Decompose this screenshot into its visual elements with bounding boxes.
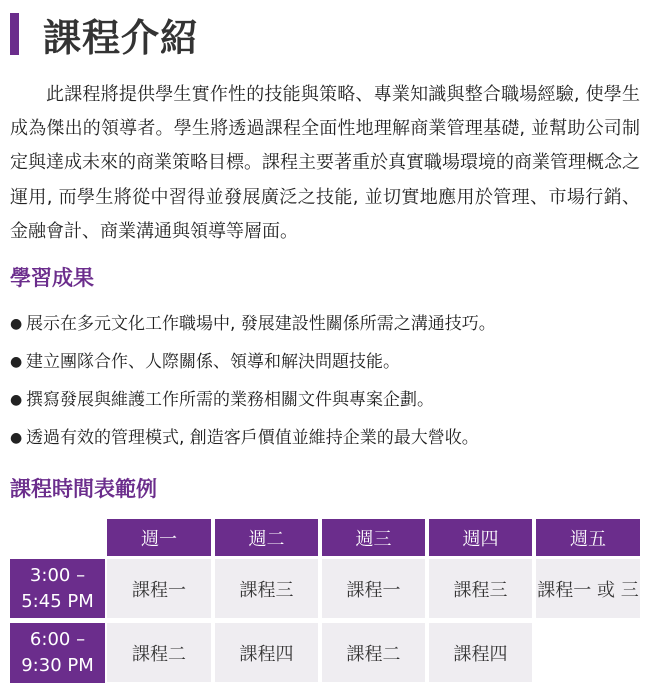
day-header-mon: 週一 — [107, 519, 211, 556]
table-cell: 課程三 — [429, 559, 532, 618]
table-cell-empty — [536, 623, 640, 682]
page-title: 課程介紹 — [43, 15, 200, 60]
table-cell: 課程四 — [429, 623, 532, 682]
time-end: 5:45 PM — [21, 590, 94, 612]
day-header-tue: 週二 — [215, 519, 318, 556]
outcome-text: 展示在多元文化工作職場中, 發展建設性關係所需之溝通技巧。 — [26, 314, 496, 334]
time-slot-afternoon — [10, 559, 105, 618]
day-header-thu: 週四 — [429, 519, 532, 556]
outcomes-list — [10, 305, 640, 457]
bullet-icon: ● — [10, 354, 23, 370]
time-slot-evening — [10, 623, 105, 683]
list-item — [10, 343, 640, 381]
table-cell: 課程三 — [215, 559, 318, 618]
outcome-text: 透過有效的管理模式, 創造客戶價值並維持企業的最大營收。 — [26, 428, 479, 448]
table-cell: 課程一 — [107, 559, 211, 618]
schedule-heading: 課程時間表範例 — [10, 477, 157, 501]
list-item — [10, 381, 640, 419]
table-cell: 課程二 — [322, 623, 425, 682]
table-cell: 課程二 — [107, 623, 211, 682]
time-end: 9:30 PM — [21, 655, 94, 676]
title-row — [10, 10, 199, 58]
list-item — [10, 305, 640, 343]
bullet-icon: ● — [10, 430, 23, 446]
outcome-text: 建立團隊合作、人際關係、領導和解決問題技能。 — [26, 352, 400, 372]
day-header-wed: 週三 — [322, 519, 425, 556]
day-header-fri: 週五 — [536, 519, 640, 556]
table-cell: 課程一 — [322, 559, 425, 618]
list-item — [10, 419, 640, 457]
time-start: 6:00 – — [29, 629, 86, 650]
bullet-icon: ● — [10, 316, 23, 332]
outcome-text: 撰寫發展與維護工作所需的業務相關文件與專案企劃。 — [26, 390, 434, 410]
bullet-icon: ● — [10, 392, 23, 408]
outcomes-heading: 學習成果 — [10, 266, 94, 290]
title-accent-bar — [10, 13, 19, 55]
intro-paragraph: 此課程將提供學生實作性的技能與策略、專業知識與整合職場經驗, 使學生成為傑出的領導者。學生將透過課程全面性地理解商業管理基礎, 並幫助公司制定與達成未來的商業策略目標。課程主要著重於真實職場環境的商業管理概念之運用, 而學生將從中習得並發展廣泛之技能, 並切實地應用於管理、市場行銷、金融會計、商業溝通與領導等層面。 — [10, 84, 640, 242]
time-start: 3:00 – — [29, 564, 86, 586]
table-cell: 課程四 — [215, 623, 318, 682]
table-cell: 課程一 或 三 — [536, 559, 640, 618]
